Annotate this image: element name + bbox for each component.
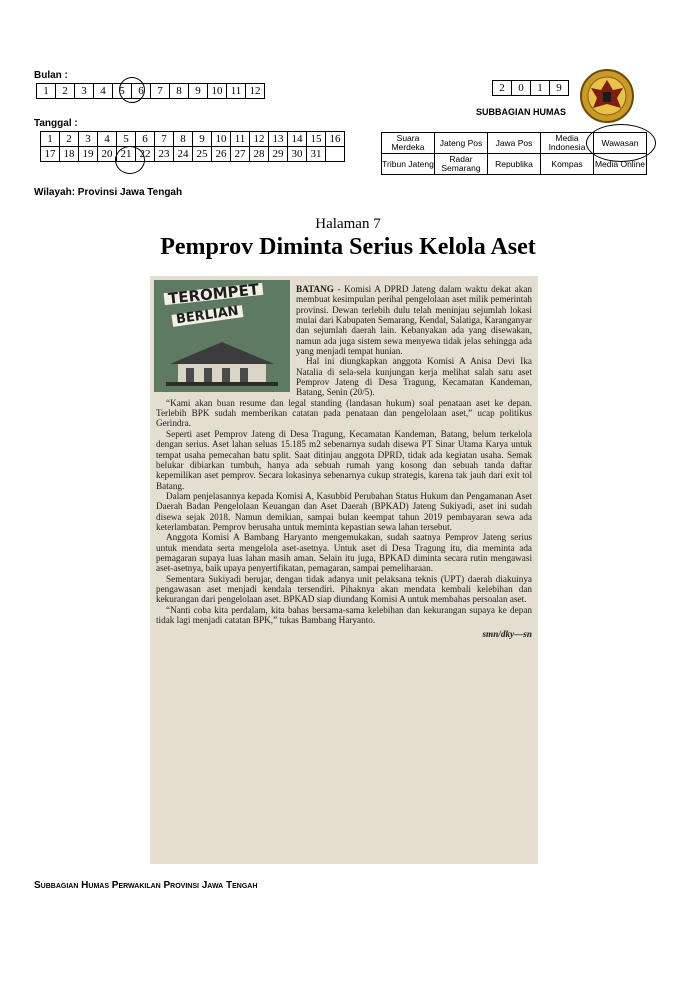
day-cell-2: 2 bbox=[60, 132, 79, 147]
month-cell-3: 3 bbox=[75, 84, 94, 99]
day-cell-24: 24 bbox=[174, 147, 193, 162]
day-cell-15: 15 bbox=[307, 132, 326, 147]
media-cell-Jawa Pos: Jawa Pos bbox=[488, 133, 541, 154]
selected-month-circle bbox=[119, 77, 145, 103]
building-icon bbox=[166, 338, 278, 386]
paragraph-3: “Kami akan buan resume dan legal standing (landasan hukum) soal penataan aset ke depan. Terlebih BPK sudah memberikan catatan pada penataan dan pengelolaan aset,” ucap politikus Gerindra. bbox=[156, 397, 532, 429]
paragraph-4: Seperti aset Pemprov Jateng di Desa Tragung, Kecamatan Kandeman, Batang, belum terkelola dengan serius. Aset lahan seluas 15.185 m2 sebenarnya sudah disewa PT Sinar Utama Karya untuk tempat usaha pemecahan batu split. Saat ditinjau anggota DPRD, tidak ada kegiatan usaha. Semak belukar dibiarkan tumbuh, hanya ada sebuah rumah yang kosong dan sebuah tanda daftar kepemilikan aset pemprov. Secara lokasinya sebenarnya cukup strategis, karena tak jauh dari exit tol Batang. bbox=[156, 428, 532, 491]
day-cell-17: 17 bbox=[41, 147, 60, 162]
day-cell-6: 6 bbox=[136, 132, 155, 147]
day-cell-8: 8 bbox=[174, 132, 193, 147]
selected-media-circle bbox=[586, 124, 656, 162]
month-grid bbox=[36, 83, 265, 99]
headline: Pemprov Diminta Serius Kelola Aset bbox=[160, 234, 536, 260]
month-cell-1: 1 bbox=[37, 84, 56, 99]
month-cell-5: 5 bbox=[113, 84, 132, 99]
media-cell-Wawasan: Wawasan bbox=[594, 133, 647, 154]
day-cell-blank bbox=[326, 147, 345, 162]
day-cell-23: 23 bbox=[155, 147, 174, 162]
page-number: Halaman 7 bbox=[315, 216, 381, 232]
day-cell-19: 19 bbox=[79, 147, 98, 162]
day-cell-1: 1 bbox=[41, 132, 60, 147]
month-cell-10: 10 bbox=[208, 84, 227, 99]
day-cell-14: 14 bbox=[288, 132, 307, 147]
day-cell-5: 5 bbox=[117, 132, 136, 147]
day-cell-7: 7 bbox=[155, 132, 174, 147]
bulan-label: Bulan : bbox=[34, 70, 68, 81]
rubric-title: TEROMPET bbox=[164, 283, 264, 306]
media-cell-Tribun Jateng: Tribun Jateng bbox=[382, 154, 435, 175]
year-digit-9: 9 bbox=[550, 81, 569, 96]
day-cell-4: 4 bbox=[98, 132, 117, 147]
month-cell-7: 7 bbox=[151, 84, 170, 99]
month-cell-8: 8 bbox=[170, 84, 189, 99]
month-cell-12: 12 bbox=[246, 84, 265, 99]
media-cell-Media Indonesia: Media Indonesia bbox=[541, 133, 594, 154]
day-cell-30: 30 bbox=[288, 147, 307, 162]
org-name: SUBBAGIAN HUMAS bbox=[476, 107, 566, 117]
day-cell-28: 28 bbox=[250, 147, 269, 162]
paragraph-2: Hal ini diungkapkan anggota Komisi A Anisa Devi Ika Natalia di sela-sela kunjungan kerja melihat salah satu aset Pemprov Jateng di Desa Tragung, Kecamatan Kandeman, Batang, Senin (20/5). bbox=[296, 356, 532, 398]
month-cell-4: 4 bbox=[94, 84, 113, 99]
day-cell-10: 10 bbox=[212, 132, 231, 147]
day-grid bbox=[40, 131, 345, 162]
day-cell-12: 12 bbox=[250, 132, 269, 147]
media-cell-Media Online: Media Online bbox=[594, 154, 647, 175]
year-digit-2: 2 bbox=[493, 81, 512, 96]
rubric-subtitle: BERLIAN bbox=[171, 305, 243, 327]
year-digit-0: 0 bbox=[512, 81, 531, 96]
day-cell-16: 16 bbox=[326, 132, 345, 147]
newspaper-clipping bbox=[150, 276, 538, 864]
day-cell-29: 29 bbox=[269, 147, 288, 162]
year-grid bbox=[492, 80, 569, 96]
day-cell-27: 27 bbox=[231, 147, 250, 162]
paragraph-8: “Nanti coba kita perdalam, kita bahas bersama-sama kelebihan dan kekurangan supaya ke depan tidak lagi menjadi catatan BPK,” tukas Bambang Haryanto. bbox=[156, 604, 532, 625]
day-cell-20: 20 bbox=[98, 147, 117, 162]
paragraph-6: Anggota Komisi A Bambang Haryanto mengemukakan, sudah saatnya Pemprov Jateng serius untuk mendata serta mengelola aset-asetnya. Untuk aset di Desa Tragung itu, dia meminta ada pemagaran supaya luas lahan masih aman. Selain itu juga, BPKAD diminta secara rutin mengawasi aset-asetnya, baik upaya penyertifikatan, pemagaran, sampai pemeliharaan. bbox=[156, 532, 532, 574]
paragraph-5: Dalam penjelasannya kepada Komisi A, Kasubbid Perubahan Status Hukum dan Pengamanan Aset Daerah Badan Pengelolaan Keuangan dan Aset Daerah (BPKAD) Jateng Sukiyadi, aset ini sudah disewa sejak 2018. Namun demikian, sampai bulan keempat tahun 2019 pembayaran sewa ada keterlambatan. Pemprov berusaha untuk meminta kepastian sewa lahan tersebut. bbox=[156, 490, 532, 532]
day-cell-22: 22 bbox=[136, 147, 155, 162]
month-cell-6: 6 bbox=[132, 84, 151, 99]
day-cell-9: 9 bbox=[193, 132, 212, 147]
month-cell-9: 9 bbox=[189, 84, 208, 99]
media-cell-Radar Semarang: Radar Semarang bbox=[435, 154, 488, 175]
paragraph-1: - Komisi A DPRD Jateng dalam waktu dekat akan membuat kesimpulan perihal pengelolaan aset milik pemerintah provinsi. Dewan terlebih dulu telah meninjau sejumlah lokasi mulai dari Kabupaten Semarang, Kendal, Salatiga, Karanganyar dan sejumlah daerah lain. Kebanyakan ada yang disewakan, namun ada juga sistem sewa menyewa tidak jelas sehingga ada yang menjadi tempat hunian. bbox=[296, 284, 532, 357]
footer-org: Subbagian Humas Perwakilan Provinsi Jawa Tengah bbox=[34, 880, 258, 891]
month-cell-2: 2 bbox=[56, 84, 75, 99]
day-cell-25: 25 bbox=[193, 147, 212, 162]
month-cell-11: 11 bbox=[227, 84, 246, 99]
year-digit-1: 1 bbox=[531, 81, 550, 96]
day-cell-11: 11 bbox=[231, 132, 250, 147]
signature: smn/dky—sn bbox=[482, 629, 532, 640]
day-cell-21: 21 bbox=[117, 147, 136, 162]
media-cell-Suara Merdeka: Suara Merdeka bbox=[382, 133, 435, 154]
day-cell-18: 18 bbox=[60, 147, 79, 162]
selected-day-circle bbox=[115, 146, 145, 174]
day-cell-26: 26 bbox=[212, 147, 231, 162]
wilayah-label: Wilayah: Provinsi Jawa Tengah bbox=[34, 187, 183, 198]
media-cell-Kompas: Kompas bbox=[541, 154, 594, 175]
article-body bbox=[156, 280, 532, 640]
paragraph-7: Sementara Sukiyadi berujar, dengan tidak adanya unit pelaksana teknis (UPT) daerah diakuinya pengawasan aset menjadi kendala tersendiri. Pihaknya akan mendata kembali kelebihan dan kekurangan dari pengelolaan aset. BPKAD siap diundang Komisi A untuk membahas persoalan aset. bbox=[156, 573, 532, 605]
day-cell-13: 13 bbox=[269, 132, 288, 147]
tanggal-label: Tanggal : bbox=[34, 118, 78, 129]
media-cell-Jateng Pos: Jateng Pos bbox=[435, 133, 488, 154]
rubric-badge bbox=[154, 280, 290, 392]
day-cell-3: 3 bbox=[79, 132, 98, 147]
media-cell-Republika: Republika bbox=[488, 154, 541, 175]
day-cell-31: 31 bbox=[307, 147, 326, 162]
lead-word: BATANG bbox=[296, 284, 334, 294]
emblem-icon bbox=[577, 68, 637, 124]
